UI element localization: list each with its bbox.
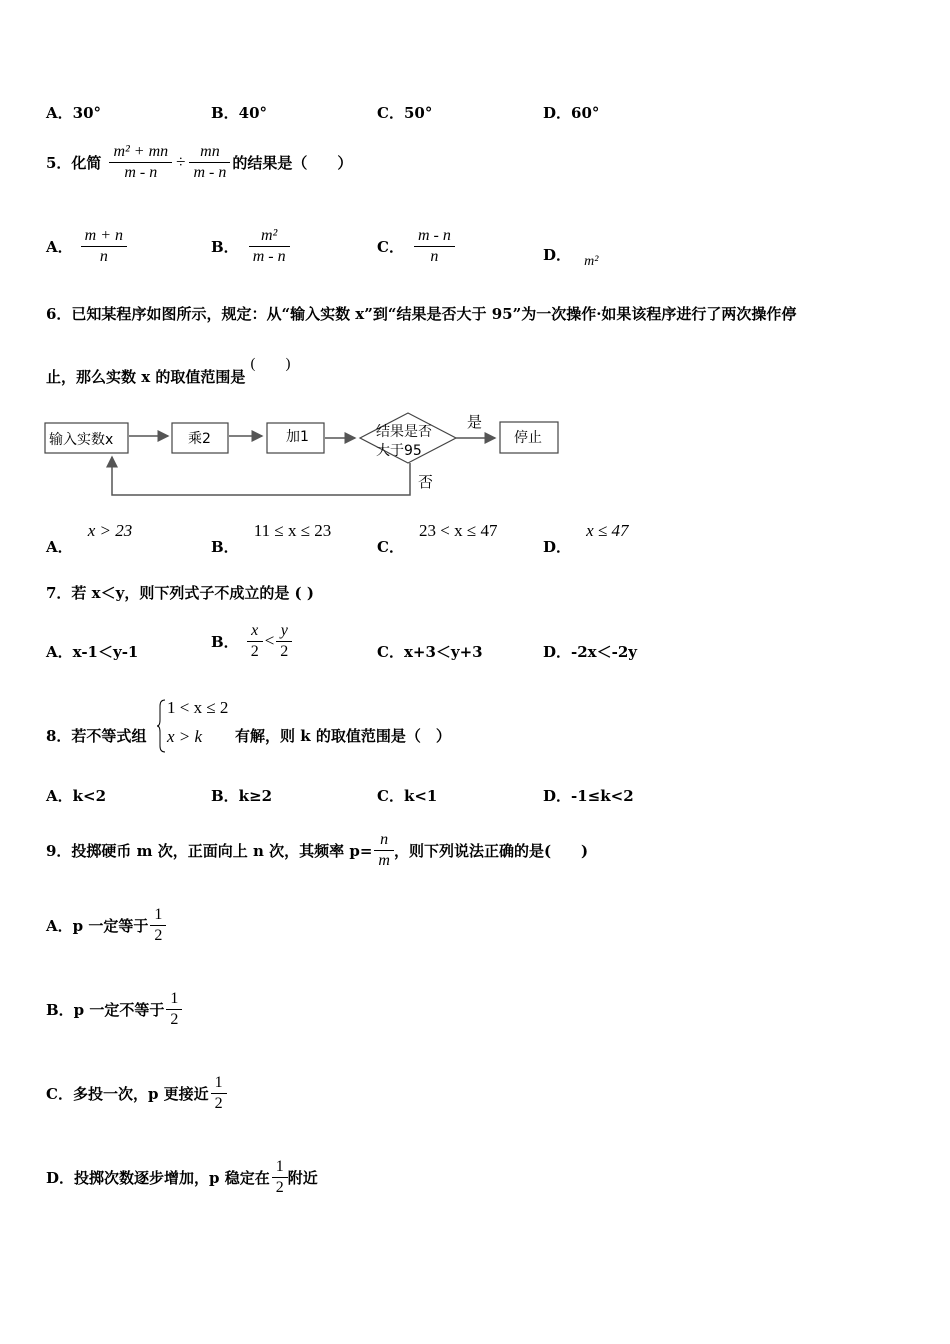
q6-stem-line1: 6．已知某程序如图所示，规定：从“输入实数 x”到“结果是否大于 95”为一次操作·如果该程序进行了两次操作停 bbox=[46, 305, 797, 323]
q8-option-c: C．k<1 bbox=[377, 787, 438, 805]
q5-option-b: B． $\frac{\text{m²}}{m - n}$ bbox=[211, 224, 290, 268]
flow-stop-text: 停止 bbox=[514, 430, 542, 446]
flow-box-add bbox=[267, 423, 324, 453]
flow-input-text: 输入实数x bbox=[49, 432, 114, 448]
q5-divide-sign: ÷ bbox=[176, 152, 186, 171]
q5-option-d: D． m² bbox=[543, 246, 599, 269]
q8-option-b: B．k≥2 bbox=[211, 787, 273, 805]
q4-option-a: A．30° bbox=[46, 104, 102, 122]
q6-stem-line2: 止，那么实数 x 的取值范围是 ( ) bbox=[46, 356, 291, 386]
q6-option-d: D． x ≤ 47 bbox=[543, 521, 629, 556]
flow-yes-label: 是 bbox=[467, 413, 483, 431]
q8-prefix: 8．若不等式组 bbox=[46, 727, 147, 745]
q7-option-a: A．x-1＜y-1 bbox=[46, 643, 139, 661]
flow-multiply-text: 乘2 bbox=[188, 431, 211, 447]
q8-suffix: 有解，则 k 的取值范围是（ ） bbox=[235, 727, 451, 745]
q9-option-d: D．投掷次数逐步增加，p 稳定在 $\frac{1}{2}$ 附近 bbox=[46, 1157, 318, 1196]
flow-decision-line2: 大于95 bbox=[376, 443, 422, 459]
q8-inequality-1: 1 < x ≤ 2 bbox=[167, 698, 229, 717]
q7-option-b: B． $\frac{x}{2}$ < $\frac{y}{2}$ bbox=[211, 618, 292, 664]
q7-option-d: D．-2x＜-2y bbox=[543, 643, 637, 661]
q5-prefix: 5．化简 bbox=[46, 153, 102, 172]
flow-box-input bbox=[45, 423, 128, 453]
q8-option-d: D．-1≤k<2 bbox=[543, 787, 634, 805]
q4-option-b: B．40° bbox=[211, 104, 268, 122]
question-9-stem: 9．投掷硬币 m 次，正面向上 n 次，其频率 p= $\frac{n}{m}$ ，则下列说法正确的是( ) bbox=[46, 830, 589, 869]
q5-fraction-1: $\frac{\text{m² + mn}}{m - n}$ bbox=[109, 142, 172, 183]
flow-add-text: 加1 bbox=[286, 429, 309, 445]
q6-option-b: B． 11 ≤ x ≤ 23 bbox=[211, 521, 332, 556]
q5-fraction-2: $\frac{mn}{m - n}$ bbox=[189, 142, 230, 183]
q4-option-d: D．60° bbox=[543, 104, 600, 122]
q8-inequality-2: x > k bbox=[167, 727, 203, 746]
q7-option-c: C．x+3＜y+3 bbox=[377, 643, 483, 661]
q9-option-c: C．多投一次，p 更接近 $\frac{1}{2}$ bbox=[46, 1068, 227, 1118]
q6-flowchart bbox=[40, 405, 570, 500]
q4-option-c: C．50° bbox=[377, 104, 433, 122]
question-5-stem bbox=[46, 140, 352, 184]
q5-option-a: A． $\frac{m + n}{n}$ bbox=[46, 224, 127, 268]
q6-option-c: C． 23 < x ≤ 47 bbox=[377, 521, 498, 556]
flow-no-label: 否 bbox=[418, 473, 434, 491]
q6-option-a: A． x > 23 bbox=[46, 521, 133, 556]
flow-decision bbox=[360, 413, 456, 463]
flow-box-stop bbox=[500, 422, 558, 453]
q5-suffix: 的结果是（ ） bbox=[232, 153, 353, 172]
flow-loop-arrow bbox=[112, 457, 410, 495]
q8-option-a: A．k<2 bbox=[46, 787, 107, 805]
q9-option-b: B．p 一定不等于 $\frac{1}{2}$ bbox=[46, 984, 182, 1034]
q9-option-a: A．p 一定等于 $\frac{1}{2}$ bbox=[46, 900, 166, 950]
q8-inequality-system bbox=[157, 698, 227, 754]
flow-box-multiply bbox=[172, 423, 228, 453]
q8-brace bbox=[157, 698, 167, 754]
q7-stem: 7．若 x＜y，则下列式子不成立的是 ( ) bbox=[46, 584, 314, 602]
q5-option-c: C． $\frac{m - n}{n}$ bbox=[377, 224, 455, 268]
flow-decision-line1: 结果是否 bbox=[376, 424, 432, 440]
